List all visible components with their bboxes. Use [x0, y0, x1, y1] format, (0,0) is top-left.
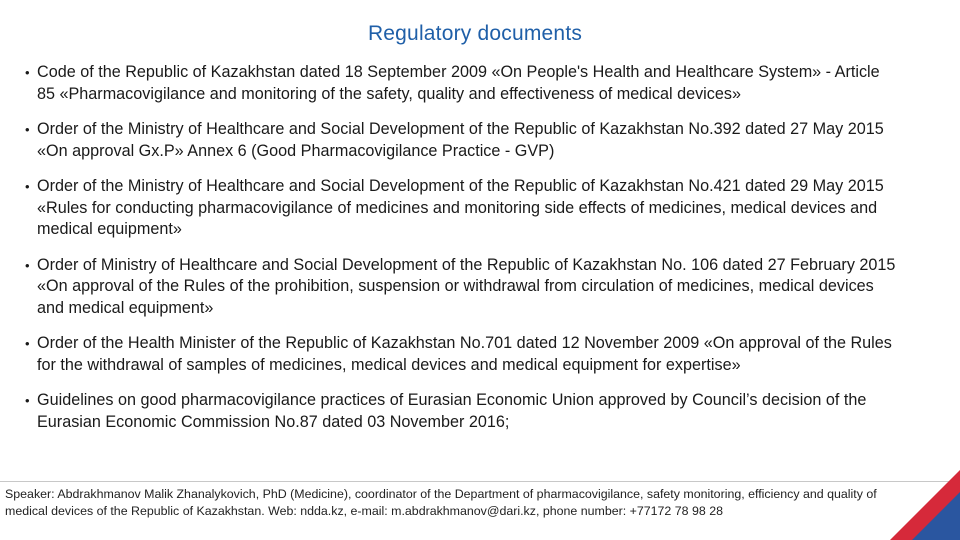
document-text: Order of Ministry of Healthcare and Social Development of the Republic of Kazakhstan No. 106 dated 27 February 2015 «On approval of the Rules of the prohibition, suspension or withdrawal from circulation of medicines, medical devices and medical equipment»: [37, 255, 896, 317]
bullet-icon: •: [25, 179, 30, 194]
list-item: [22, 119, 902, 162]
list-item: [22, 255, 902, 320]
document-text: Order of the Ministry of Healthcare and Social Development of the Republic of Kazakhstan No.421 dated 29 May 2015 «Rules for conducting pharmacovigilance of medicines and monitoring side effects of medicines, medical devices and medical equipment»: [37, 177, 884, 238]
bullet-icon: •: [25, 336, 30, 351]
page-title: Regulatory documents: [367, 22, 583, 45]
bullet-icon: •: [25, 122, 30, 137]
document-list: [22, 62, 902, 447]
list-item: [22, 176, 902, 241]
corner-accent-icon: [912, 492, 960, 540]
bullet-icon: •: [25, 65, 30, 80]
bullet-icon: •: [25, 257, 30, 273]
document-text: Guidelines on good pharmacovigilance practices of Eurasian Economic Union approved by Council’s decision of the Eurasian Economic Commission No.87 dated 03 November 2016;: [37, 391, 867, 431]
document-text: Order of the Health Minister of the Republic of Kazakhstan No.701 dated 12 November 2009 «On approval of the Rules for the withdrawal of samples of medicines, medical devices and medical equipment for expertise»: [37, 334, 892, 374]
document-text: Code of the Republic of Kazakhstan dated 18 September 2009 «On People's Health and Healthcare System» - Article 85 «Pharmacovigilance and monitoring of the safety, quality and effectiveness of medical devices»: [37, 63, 880, 103]
list-item: [22, 390, 902, 433]
document-text: Order of the Ministry of Healthcare and Social Development of the Republic of Kazakhstan No.392 dated 27 May 2015 «On approval Gx.P» Annex 6 (Good Pharmacovigilance Practice - GVP): [37, 120, 884, 160]
speaker-footer: Speaker: Abdrakhmanov Malik Zhanalykovich, PhD (Medicine), coordinator of the Department of pharmacovigilance, safety monitoring, efficiency and quality of medical devices of the Republic of Kazakhstan. Web: ndda.kz, e-mail: m.abdrakhmanov@dari.kz, phone number: +77172 78 98 28: [5, 487, 877, 518]
footer-divider: [0, 481, 960, 482]
list-item: [22, 62, 902, 105]
bullet-icon: •: [25, 393, 30, 408]
list-item: [22, 333, 902, 376]
